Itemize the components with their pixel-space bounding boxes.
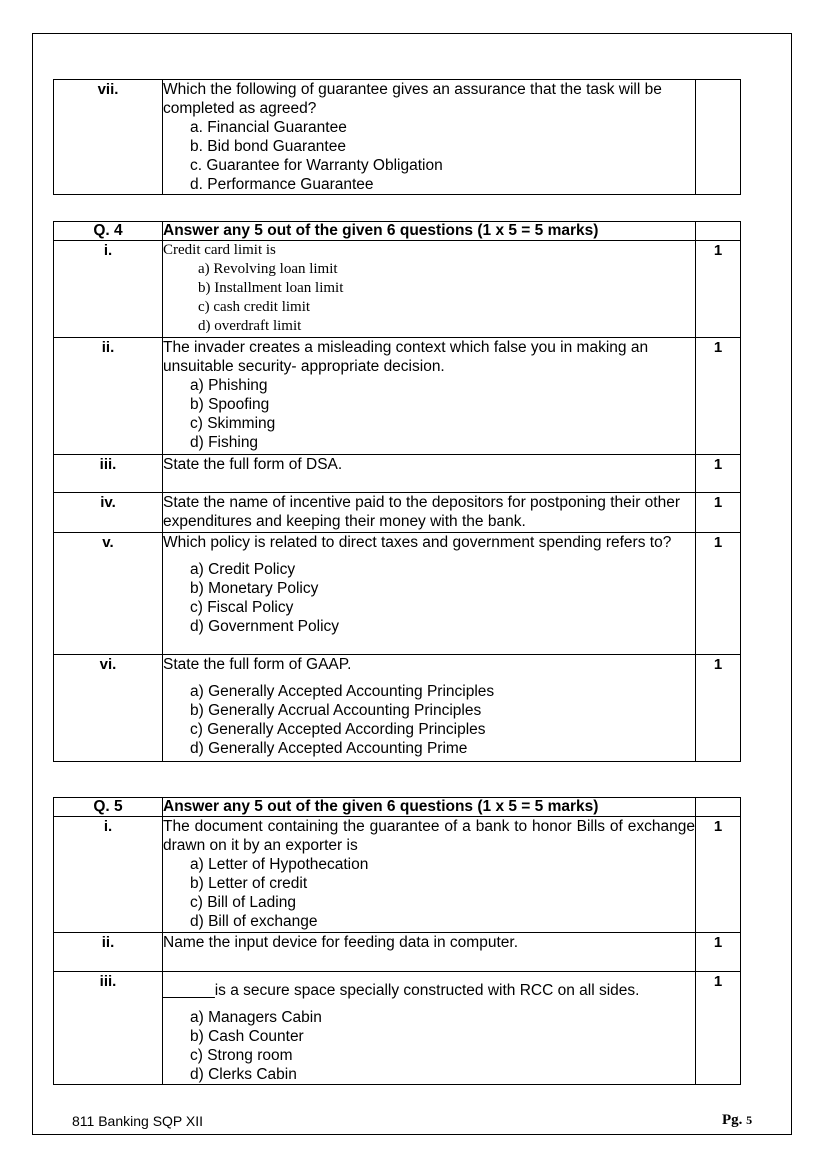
marks-cell: 1 bbox=[696, 455, 741, 493]
section-number: Q. 4 bbox=[54, 222, 163, 241]
question-number: iii. bbox=[54, 972, 163, 1085]
question-cell bbox=[163, 533, 696, 655]
option: c) Bill of Lading bbox=[190, 894, 296, 911]
option: d) Bill of exchange bbox=[190, 913, 318, 930]
question-cell bbox=[163, 655, 696, 762]
q4-table bbox=[53, 221, 741, 762]
question-text: State the full form of GAAP. bbox=[163, 656, 352, 673]
marks-cell: 1 bbox=[696, 817, 741, 933]
option: b) Spoofing bbox=[190, 396, 270, 413]
table-row bbox=[54, 338, 741, 455]
question-number: i. bbox=[54, 817, 163, 933]
marks-cell: 1 bbox=[696, 493, 741, 533]
marks-cell: 1 bbox=[696, 972, 741, 1085]
option: d) Fishing bbox=[190, 434, 259, 451]
option: a) Managers Cabin bbox=[190, 1009, 322, 1026]
question-text: The document containing the guarantee of a bank to honor Bills of exchange drawn on it by an exporter is bbox=[163, 818, 695, 854]
section-number: Q. 5 bbox=[54, 798, 163, 817]
option: a) Revolving loan limit bbox=[198, 261, 338, 277]
option: c) cash credit limit bbox=[198, 299, 311, 315]
table-row bbox=[54, 493, 741, 533]
question-number: vii. bbox=[54, 80, 163, 195]
option: b) Letter of credit bbox=[190, 875, 308, 892]
question-cell bbox=[163, 338, 696, 455]
question-number: iv. bbox=[54, 493, 163, 533]
marks-cell: 1 bbox=[696, 241, 741, 338]
option: d. Performance Guarantee bbox=[190, 176, 374, 193]
question-text: The invader creates a misleading context which false you in making an unsuitable security- appropriate decision. bbox=[163, 339, 649, 375]
table-row bbox=[54, 455, 741, 493]
table-row bbox=[54, 241, 741, 338]
option: b) Generally Accrual Accounting Principles bbox=[190, 702, 482, 719]
options-list bbox=[163, 376, 695, 452]
option: d) Clerks Cabin bbox=[190, 1066, 297, 1083]
q4-header-row bbox=[54, 222, 741, 241]
question-text: State the full form of DSA. bbox=[163, 455, 696, 493]
question-number: vi. bbox=[54, 655, 163, 762]
options-list bbox=[163, 118, 695, 194]
option: d) Government Policy bbox=[190, 618, 340, 635]
q5-table bbox=[53, 797, 741, 1085]
marks-cell bbox=[696, 80, 741, 195]
option: a) Credit Policy bbox=[190, 561, 296, 578]
question-number: ii. bbox=[54, 933, 163, 972]
option: a) Phishing bbox=[190, 377, 268, 394]
option: b) Cash Counter bbox=[190, 1028, 304, 1045]
option: c) Fiscal Policy bbox=[190, 599, 294, 616]
option: c) Generally Accepted According Principles bbox=[190, 721, 486, 738]
options-list bbox=[163, 260, 695, 336]
question-text: ______is a secure space specially constructed with RCC on all sides. bbox=[163, 982, 640, 999]
question-text: State the name of incentive paid to the depositors for postponing their other expenditures and keeping their money with the bank. bbox=[163, 493, 696, 533]
option: d) Generally Accepted Accounting Prime bbox=[190, 740, 468, 757]
question-cell bbox=[163, 80, 696, 195]
section-heading: Answer any 5 out of the given 6 questions (1 x 5 = 5 marks) bbox=[163, 222, 696, 241]
marks-cell: 1 bbox=[696, 338, 741, 455]
question-cell bbox=[163, 817, 696, 933]
marks-cell bbox=[696, 222, 741, 241]
options-list bbox=[163, 855, 695, 931]
q5-header-row bbox=[54, 798, 741, 817]
question-cell bbox=[163, 972, 696, 1085]
option: a) Generally Accepted Accounting Principles bbox=[190, 683, 495, 700]
question-number: iii. bbox=[54, 455, 163, 493]
options-list bbox=[163, 560, 695, 636]
footer-page-number: Pg. 5 bbox=[722, 1112, 753, 1128]
table-row bbox=[54, 533, 741, 655]
option: b. Bid bond Guarantee bbox=[190, 138, 346, 155]
option: c) Strong room bbox=[190, 1047, 293, 1064]
option: c) Skimming bbox=[190, 415, 276, 432]
marks-cell: 1 bbox=[696, 933, 741, 972]
marks-cell: 1 bbox=[696, 533, 741, 655]
table-row bbox=[54, 817, 741, 933]
marks-cell: 1 bbox=[696, 655, 741, 762]
option: b) Installment loan limit bbox=[198, 280, 344, 296]
option: b) Monetary Policy bbox=[190, 580, 319, 597]
question-text: Name the input device for feeding data in computer. bbox=[163, 933, 696, 972]
question-text: Which policy is related to direct taxes and government spending refers to? bbox=[163, 534, 672, 551]
question-text: Credit card limit is bbox=[163, 242, 276, 258]
section-heading: Answer any 5 out of the given 6 questions (1 x 5 = 5 marks) bbox=[163, 798, 696, 817]
question-number: i. bbox=[54, 241, 163, 338]
option: c. Guarantee for Warranty Obligation bbox=[190, 157, 443, 174]
question-cell bbox=[163, 241, 696, 338]
table-row bbox=[54, 80, 741, 195]
question-number: v. bbox=[54, 533, 163, 655]
option: d) overdraft limit bbox=[198, 318, 302, 334]
footer-doc-title: 811 Banking SQP XII bbox=[72, 1113, 204, 1129]
table-row bbox=[54, 933, 741, 972]
table-row bbox=[54, 972, 741, 1085]
q3-table bbox=[53, 79, 741, 195]
question-text: Which the following of guarantee gives an assurance that the task will be completed as agreed? bbox=[163, 81, 662, 117]
option: a. Financial Guarantee bbox=[190, 119, 347, 136]
marks-cell bbox=[696, 798, 741, 817]
options-list bbox=[163, 1008, 695, 1084]
question-number: ii. bbox=[54, 338, 163, 455]
option: a) Letter of Hypothecation bbox=[190, 856, 369, 873]
table-row bbox=[54, 655, 741, 762]
options-list bbox=[163, 682, 695, 758]
